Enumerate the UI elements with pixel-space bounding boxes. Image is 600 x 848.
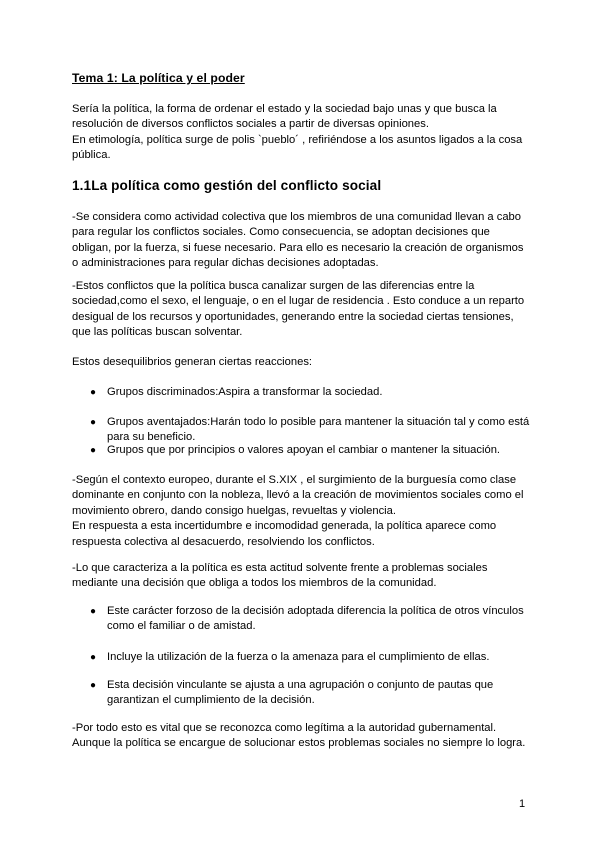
text-line: -Lo que caracteriza a la política es esta actitud solvente frente a problemas sociales (72, 562, 488, 574)
bullet-icon: ● (90, 652, 97, 663)
text-line: resolución de diversos conflictos sociales a partir de diversas opiniones. (72, 118, 429, 131)
text-line: respuesta colectiva al desacuerdo, resolviendo los conflictos. (72, 535, 375, 548)
text-line: dominante en conjunto con la nobleza, llevó a la creación de movimientos sociales como el (72, 489, 524, 502)
text-line: obligan, por la fuerza, si fuese necesario. Para ello es necesario la creación de organismos (72, 241, 524, 254)
bullet-icon: ● (90, 680, 97, 691)
text-line: para regular los conflictos sociales. Como consecuencia, se adoptan decisiones que (72, 226, 490, 239)
paragraph-5 (72, 561, 532, 592)
text-line: Aunque la política se encargue de solucionar estos problemas sociales no siempre lo logra. (72, 737, 526, 750)
list-item-text: Grupos que por principios o valores apoyan el cambiar o mantener la situación. (107, 444, 501, 456)
text-line: pública. (72, 149, 111, 162)
list-item-text: Esta decisión vinculante se ajusta a una agrupación o conjunto de pautas que garantizan el cumplimiento de la decisión. (107, 679, 494, 707)
text-line: que las políticas buscan solventar. (72, 326, 243, 339)
text-line: -Se considera como actividad colectiva que los miembros de una comunidad llevan a cabo (72, 211, 521, 223)
paragraph-3: Estos desequilibrios generan ciertas reacciones: (72, 356, 313, 368)
text-line: sociedad,como el sexo, el lenguaje, o en el lugar de residencia . Esto conduce a un reparto (72, 295, 525, 308)
text-line: mediante una decisión que obliga a todos los miembros de la comunidad. (72, 577, 437, 590)
paragraph-4 (72, 473, 532, 550)
paragraph-2 (72, 279, 532, 341)
text-line: Sería la política, la forma de ordenar el estado y la sociedad bajo unas y que busca la (72, 103, 497, 115)
bullet-icon: ● (90, 417, 97, 428)
text-line: -Por todo esto es vital que se reconozca como legítima a la autoridad gubernamental. (72, 722, 497, 734)
bullet-icon: ● (90, 606, 97, 617)
bullet-icon: ● (90, 387, 97, 398)
intro-paragraph (72, 102, 532, 164)
text-line: -Según el contexto europeo, durante el S.XIX , el surgimiento de la burguesía como clase (72, 474, 517, 486)
page-number: 1 (519, 798, 526, 810)
paragraph-6 (72, 721, 532, 752)
paragraph-1 (72, 210, 532, 272)
list-item-text: Este carácter forzoso de la decisión adoptada diferencia la política de otros vínculos como el familiar o de amistad. (107, 605, 524, 633)
text-line: En respuesta a esta incertidumbre e incomodidad generada, la política aparece como (72, 520, 497, 533)
list-item-text: Grupos aventajados:Harán todo lo posible para mantener la situación tal y como está para su beneficio. (107, 416, 530, 444)
document-title: Tema 1: La política y el poder (72, 71, 245, 85)
text-line: o administraciones para regular dichas decisiones adoptadas. (72, 257, 379, 270)
text-line: -Estos conflictos que la política busca canalizar surgen de las diferencias entre la (72, 280, 475, 292)
text-line: movimiento obrero, dando consigo huelgas, revueltas y violencia. (72, 504, 397, 517)
text-line: En etimología, política surge de polis `pueblo´ , refiriéndose a los asuntos ligados a la cosa (72, 133, 523, 146)
section-heading: 1.1La política como gestión del conflicto social (72, 178, 382, 193)
list-item-text: Incluye la utilización de la fuerza o la amenaza para el cumplimiento de ellas. (107, 651, 490, 663)
list-item-text: Grupos discriminados:Aspira a transformar la sociedad. (107, 386, 383, 398)
bullet-icon: ● (90, 445, 97, 456)
text-line: desigual de los recursos y oportunidades, generando entre la sociedad ciertas tensiones, (72, 310, 514, 323)
